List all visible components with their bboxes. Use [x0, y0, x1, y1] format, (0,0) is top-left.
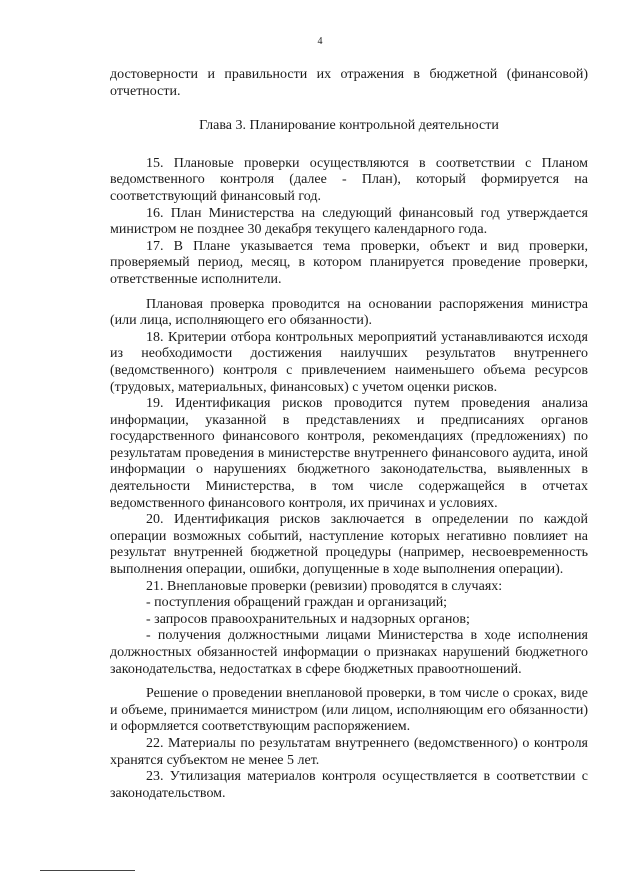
paragraph-21: 21. Внеплановые проверки (ревизии) проводятся в случаях: [146, 578, 503, 594]
paragraph-16: 16. План Министерства на следующий финансовый год утверждается министром не позднее 30 декабря текущего календарного года. [110, 205, 588, 238]
paragraph-23: 23. Утилизация материалов контроля осуществляется в соответствии с законодательством. [110, 769, 588, 801]
paragraph-17: 17. В Плане указывается тема проверки, объект и вид проверки, проверяемый период, месяц, в котором планируется проведение проверки, ответственные исполнители. [110, 238, 588, 287]
list-item-officials-information: - получения должностными лицами Министерства в ходе исполнения должностных обязанностей информации о признаках нарушений бюджетного законодательства, недостатках в сфере бюджетных правоотношений. [110, 628, 588, 677]
page-number: 4 [317, 36, 323, 47]
paragraph-18: 18. Критерии отбора контрольных мероприятий устанавливаются исходя из необходимости достижения наилучших результатов внутреннего (ведомственного) контроля с привлечением наименьшего объема ресурсов (трудовых, материальных, финансовых) с учетом оценки рисков. [110, 329, 588, 395]
chapter-heading: Глава 3. Планирование контрольной деятельности [199, 118, 499, 134]
document-body [110, 67, 588, 802]
list-item-citizen-appeals: - поступления обращений граждан и организаций; [146, 595, 448, 611]
paragraph-continuation: достоверности и правильности их отражения в бюджетной (финансовой) отчетности. [110, 67, 588, 99]
paragraph-19: 19. Идентификация рисков проводится путем проведения анализа информации, указанной в представлениях и предписаниях органов государственного финансового контроля, рекомендациях (предложениях) по результатам проведения в министерстве внутреннего финансового аудита, иной информации о нарушениях бюджетного законодательства, выявленных в деятельности Министерства, в том числе содержащейся в отчетах ведомственного финансового контроля, их причинах и условиях. [110, 396, 588, 511]
paragraph-unplanned-decision: Решение о проведении внеплановой проверки, в том числе о сроках, виде и объеме, принимается министром (или лицом, исполняющим его обязанности) и оформляется соответствующим распоряжением. [110, 686, 588, 735]
list-item-law-enforcement-requests: - запросов правоохранительных и надзорных органов; [146, 611, 470, 627]
paragraph-15: 15. Плановые проверки осуществляются в соответствии с Планом ведомственного контроля (далее - План), который формируется на соответствующий финансовый год. [110, 155, 588, 204]
footnote-separator [40, 870, 135, 871]
paragraph-20: 20. Идентификация рисков заключается в определении по каждой операции возможных событий, наступление которых негативно повлияет на результат внутренней бюджетной процедуры (например, несвоевременность выполнения операции, ошибки, допущенные в ходе выполнения операции). [110, 512, 588, 578]
paragraph-22: 22. Материалы по результатам внутреннего (ведомственного) о контроля хранятся субъектом не менее 5 лет. [110, 735, 588, 768]
paragraph-planned-inspection: Плановая проверка проводится на основании распоряжения министра (или лица, исполняющего его обязанности). [110, 296, 588, 329]
